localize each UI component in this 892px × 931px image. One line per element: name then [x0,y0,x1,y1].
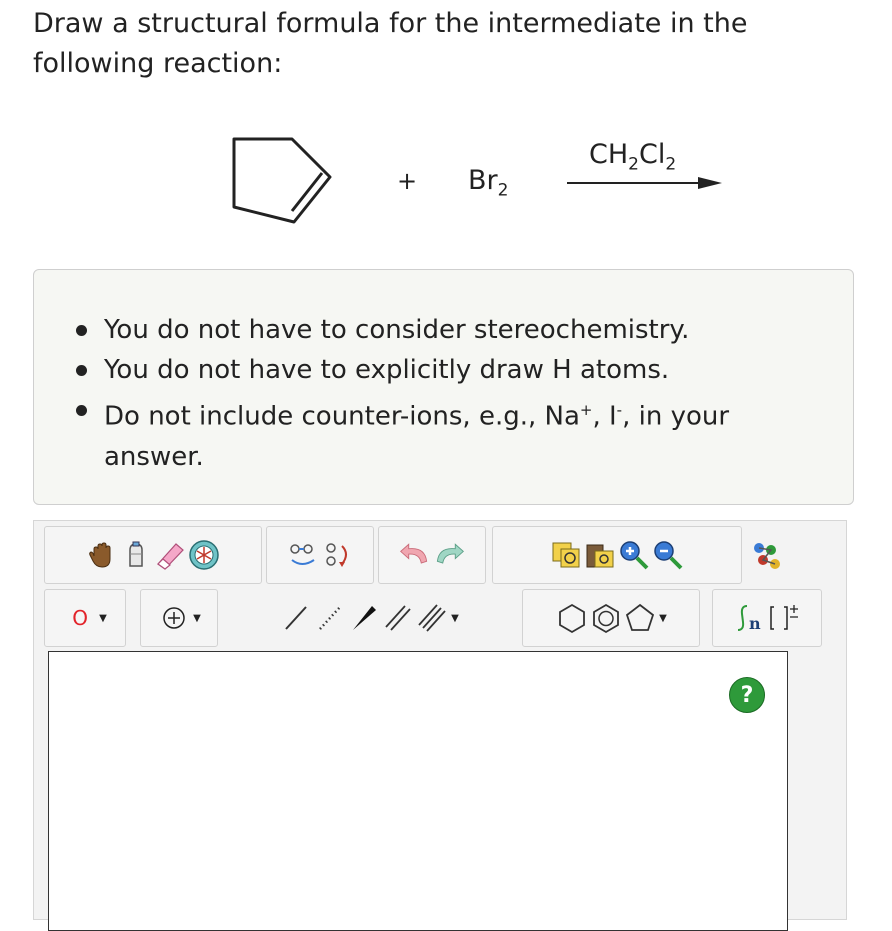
reaction-scheme [222,125,742,235]
bracket-icon [767,602,801,634]
charge-toolbar-group [140,589,218,647]
instruction-item: You do not have to explicitly draw H atoms. [104,350,824,390]
undo-arrow-icon [398,540,432,570]
bond-dropdown-arrow[interactable]: ▼ [451,612,459,624]
instruction-item: Do not include counter-ions, e.g., Na+, I-, in your answer. [104,390,824,477]
help-button[interactable]: ? [729,677,765,713]
hashed-bond-icon [315,603,345,633]
eraser-tool[interactable] [153,535,187,575]
charge-dropdown-arrow[interactable]: ▼ [193,612,201,624]
plus-sign: + [397,167,418,195]
bromine-reagent: $Br_2$ [468,165,509,201]
template-ring-icon [188,539,220,571]
clean-structure-icon [286,540,320,570]
copy-icon [549,539,583,571]
solvent-label: $CH_2Cl_2$ [589,139,677,175]
ring-toolbar-group [522,589,700,647]
triple-bond-tool[interactable] [415,598,449,638]
atom-o-label: O [72,606,89,630]
wedge-bond-icon [349,603,379,633]
redo-tool[interactable] [432,535,466,575]
lasso-select-tool[interactable] [119,535,153,575]
instruction-item: You do not have to consider stereochemistry. [104,310,824,350]
hand-tool[interactable] [85,535,119,575]
zoom-out-tool[interactable] [651,535,685,575]
drawing-canvas[interactable] [48,651,788,931]
sgroup-toolbar-group [712,589,822,647]
history-toolbar-group [378,526,486,584]
eraser-icon [154,540,186,570]
selection-toolbar-group [44,526,262,584]
ring-dropdown-arrow[interactable]: ▼ [659,612,667,624]
single-bond-icon [281,603,311,633]
atom-dropdown-arrow[interactable]: ▼ [99,612,107,624]
paste-icon [583,539,617,571]
copy-tool[interactable] [549,535,583,575]
cyclopentane-tool[interactable] [623,598,657,638]
reaction-arrow-head [698,177,722,189]
zoom-in-tool[interactable] [617,535,651,575]
double-bond-icon [383,603,413,633]
cyclohexane-tool[interactable] [555,598,589,638]
atom-toolbar-group [44,589,126,647]
molecule-editor [33,520,847,920]
bond-toolbar-group [230,589,508,647]
clipboard-toolbar-group [492,526,742,584]
hashed-bond-tool[interactable] [313,598,347,638]
rotate-icon [320,540,354,570]
benzene-tool[interactable] [589,598,623,638]
charge-plus-tool[interactable] [157,598,191,638]
cyclopentane-icon [624,602,656,634]
hand-icon [88,540,116,570]
atom-color-tool[interactable] [749,535,783,575]
zoom-in-icon [617,539,651,571]
single-bond-tool[interactable] [279,598,313,638]
rotate-tool[interactable] [320,535,354,575]
triple-bond-icon [417,603,447,633]
question-line-1: Draw a structural formula for the intermediate in the [33,8,748,39]
structure-toolbar-group [266,526,374,584]
svg-text:n: n [749,614,761,633]
instructions-list [104,310,824,477]
cyclohexane-icon [556,602,588,634]
charge-plus-icon [162,606,186,630]
redo-arrow-icon [432,540,466,570]
atom-o-tool[interactable] [63,598,97,638]
instructions-box [33,269,854,505]
zoom-out-icon [651,539,685,571]
clean-tool[interactable] [286,535,320,575]
lasso-icon [122,540,150,570]
double-bond-tool[interactable] [381,598,415,638]
undo-tool[interactable] [398,535,432,575]
sgroup-icon [733,602,767,634]
paste-tool[interactable] [583,535,617,575]
bracket-tool[interactable] [767,598,801,638]
atom-color-icon [749,538,783,572]
template-tool[interactable] [187,535,221,575]
question-line-2: following reaction: [33,48,283,79]
wedge-bond-tool[interactable] [347,598,381,638]
sgroup-tool[interactable] [733,598,767,638]
question-prompt [33,4,853,84]
benzene-icon [590,602,622,634]
